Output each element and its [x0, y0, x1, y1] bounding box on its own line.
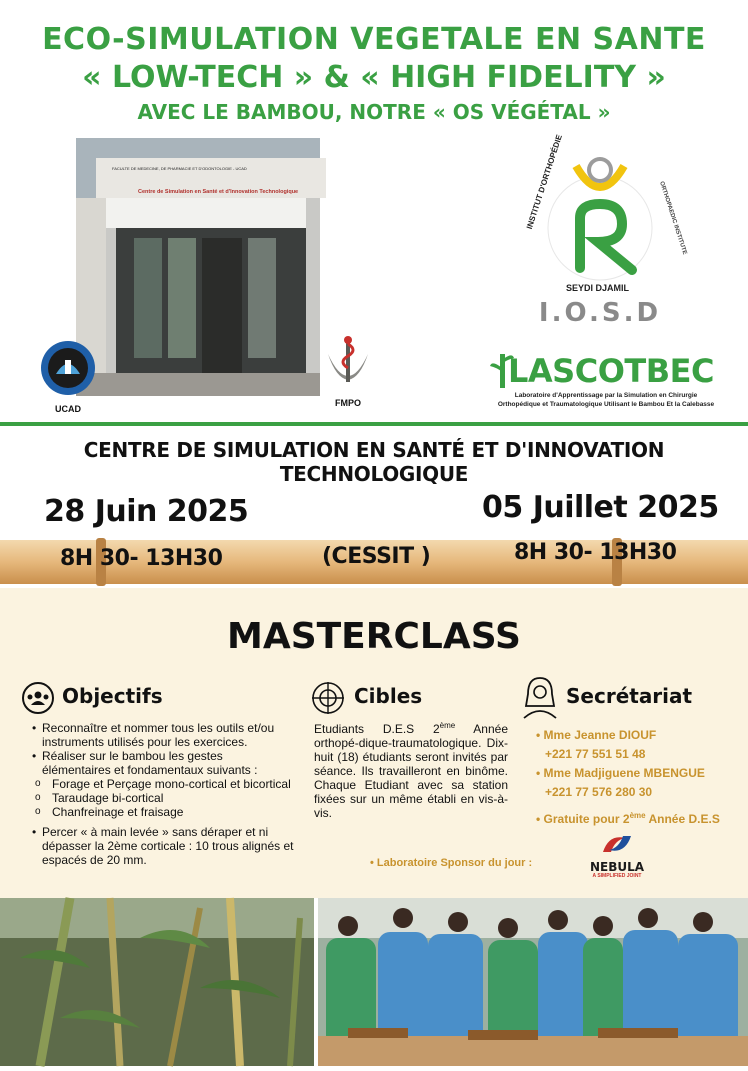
building-sign-line-2: Centre de Simulation en Santé et d'Innovation Technologique [138, 189, 299, 195]
free-notice-b: Année D.E.S [645, 812, 720, 826]
objectif-subitem: o Forage et Perçage mono-cortical et bicortical [32, 777, 294, 791]
objectif-item: • Percer « à main levée » sans déraper et ni dépasser la 2ème corticale : 10 trous alignés et espacés de 20 mm. [32, 825, 294, 867]
building-sign-line-1: FACULTE DE MEDECINE, DE PHARMACIE ET D'ODONTOLOGIE - UCAD [112, 166, 247, 171]
secretary-avatar-icon [520, 676, 560, 720]
date-2: 05 Juillet 2025 [482, 490, 719, 525]
lascotbec-title: LASCOTBEC [508, 352, 714, 390]
cibles-text-b: Année orthopé-dique-traumatologique. Dix-huit (18) étudiants seront invités par séance. Ils travailleront en binôme. Chaque Etudiant avec sa station fixées sur un même établi en vis-à-vis. [314, 722, 509, 820]
team-target-icon [20, 680, 56, 716]
iosd-ring-right: ORTHOPAEDIC INSTITUTE [658, 180, 688, 256]
objectifs-list [32, 721, 294, 867]
contact-phone-2[interactable]: +221 77 576 280 30 [545, 785, 653, 799]
objectif-subitem: o Taraudage bi-cortical [32, 791, 294, 805]
iosd-ring-bottom: SEYDI DJAMIL [566, 283, 630, 293]
lascotbec-sub-1: Laboratoire d'Apprentissage par la Simulation en Chirurgie [514, 392, 698, 399]
nebula-logo [582, 832, 652, 879]
ucad-emblem-icon [40, 340, 96, 396]
green-divider [0, 422, 748, 426]
title-line-2: « LOW-TECH » & « HIGH FIDELITY » [82, 60, 666, 95]
iosd-logo [520, 133, 688, 328]
venue: (CESSIT ) [322, 544, 431, 569]
cibles-text-a: Etudiants D.E.S 2 [314, 722, 440, 736]
lascotbec-sub-2: Orthopédique et Traumatologique Utilisant le Bambou Et la Calebasse [497, 401, 715, 408]
iosd-emblem-icon [520, 133, 688, 298]
objectif-item: • Réaliser sur le bambou les gestes élémentaires et fondamentaux suivants : [32, 749, 294, 777]
cibles-heading: Cibles [354, 684, 423, 708]
contact-name-1: • Mme Jeanne DIOUF [536, 728, 657, 742]
objectif-item: • Reconnaître et nommer tous les outils et/ou instruments utilisés pour les exercices. [32, 721, 294, 749]
fmpo-label: FMPO [335, 398, 361, 408]
free-notice-a: Gratuite pour 2 [543, 812, 630, 826]
masterclass-heading: MASTERCLASS [227, 616, 521, 657]
iosd-label: I.O.S.D [538, 298, 662, 328]
crosshair-icon [310, 680, 346, 716]
building-photo [76, 138, 320, 396]
time-1: 8H 30- 13H30 [60, 546, 223, 571]
date-1: 28 Juin 2025 [44, 494, 249, 529]
nebula-swirl-icon [597, 832, 637, 856]
ucad-logo [38, 340, 98, 414]
fmpo-logo [318, 334, 378, 408]
free-notice-sup: ème [629, 811, 646, 820]
free-notice: • Gratuite pour 2ème Année D.E.S [536, 811, 720, 826]
contact-name-1-text: Mme Jeanne DIOUF [543, 728, 657, 742]
contact-name-2-text: Mme Madjiguene MBENGUE [543, 766, 705, 780]
secretariat-heading: Secrétariat [566, 684, 693, 708]
contact-name-2: • Mme Madjiguene MBENGUE [536, 766, 705, 780]
nebula-name: NEBULA [589, 860, 645, 874]
contact-phone-1[interactable]: +221 77 551 51 48 [545, 747, 646, 761]
title-line-3: AVEC LE BAMBOU, NOTRE « OS VÉGÉTAL » [137, 100, 611, 124]
objectifs-heading: Objectifs [62, 684, 163, 708]
objectif-subitem: o Chanfreinage et fraisage [32, 805, 294, 819]
secretariat-contacts [536, 726, 741, 829]
sponsor-label: • Laboratoire Sponsor du jour : [370, 857, 533, 869]
students-group-photo [318, 898, 748, 1066]
iosd-ring-left: INSTITUT D'ORTHOPÉDIE [524, 133, 564, 231]
cibles-sup: ème [439, 721, 456, 730]
nebula-tagline: A SIMPLIFIED JOINT [592, 873, 642, 879]
bamboo-plant-photo [0, 898, 314, 1066]
fmpo-emblem-icon [320, 334, 376, 394]
time-2: 8H 30- 13H30 [514, 540, 677, 565]
center-title: CENTRE DE SIMULATION EN SANTÉ ET D'INNOVATION TECHNOLOGIQUE [83, 438, 665, 486]
title-line-1: ECO-SIMULATION VEGETALE EN SANTE [42, 22, 706, 57]
cibles-text [314, 719, 508, 820]
ucad-label: UCAD [55, 404, 81, 414]
